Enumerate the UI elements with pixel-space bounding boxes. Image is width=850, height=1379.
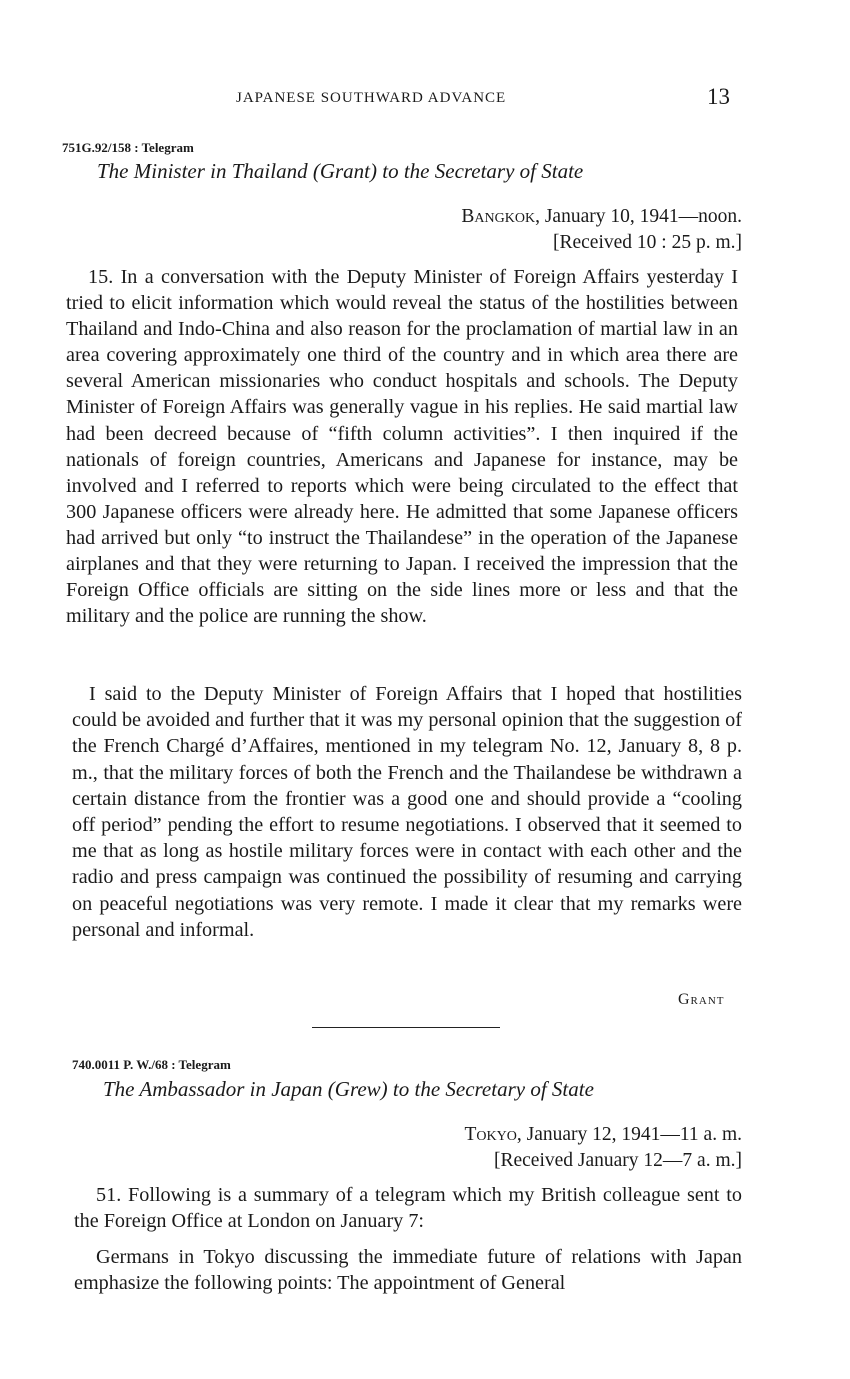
file-reference-2: 740.0011 P. W./68 : Telegram xyxy=(72,1057,231,1072)
paragraph-1-1: 15. In a conversation with the Deputy Minister of Foreign Affairs yesterday I tried to elicit information which would reveal the status of the hostilities between Thailand and Indo-China and also reason for the proclamation of martial law in an area covering approximately one third of the country and in which area there are several American missionaries who conduct hospitals and schools. The Deputy Minister of Foreign Affairs was generally vague in his replies. He said martial law had been decreed because of “fifth column activities”. I then inquired if the nationals of foreign countries, Americans and Japanese for instance, may be involved and I referred to reports which were being circulated to the effect that 300 Japanese officers were already here. He admitted that some Japanese officers had arrived but only “to instruct the Thailandese” in the operation of the Japanese airplanes and that they were returning to Japan. I received the impression that the Foreign Office officials are sitting on the side lines more or less and that the military and the police are running the show. xyxy=(66,266,738,628)
file-reference-1: 751G.92/158 : Telegram xyxy=(62,140,194,155)
paragraph-1-2: I said to the Deputy Minister of Foreign Affairs that I hoped that hostilities could be avoided and further that it was my personal opinion that the suggestion of the French Chargé d’Affaires, mentioned in my telegram No. 12, January 8, 8 p. m., that the military forces of both the French and the Thailandese be withdrawn a certain distance from the frontier was a good one and should provide a “cooling off period” pending the effort to resume negotiations. I observed that it seemed to me that as long as hostile military forces were in contact with each other and the radio and press campaign was continued the possibility of resuming and carrying on peaceful negotiations was very remote. I made it clear that my remarks were personal and informal. xyxy=(72,683,742,941)
dateline-1 xyxy=(461,206,742,228)
received-line-2: [Received January 12—7 a. m.] xyxy=(494,1150,742,1171)
running-title: JAPANESE SOUTHWARD ADVANCE xyxy=(236,90,507,106)
document-title-2: The Ambassador in Japan (Grew) to the Secretary of State xyxy=(103,1077,594,1101)
dateline-place-1: Bangkok, xyxy=(461,206,540,227)
received-line-1: [Received 10 : 25 p. m.] xyxy=(553,232,742,253)
dateline-place-2: Tokyo, xyxy=(464,1124,522,1145)
section-divider xyxy=(312,1027,500,1028)
signature-1: Grant xyxy=(678,991,725,1008)
page-number: 13 xyxy=(707,84,730,109)
dateline-2 xyxy=(465,1124,742,1146)
document-title-1: The Minister in Thailand (Grant) to the Secretary of State xyxy=(97,159,584,183)
paragraph-2-2: Germans in Tokyo discussing the immediate future of relations with Japan emphasize the following points: The appointment of General xyxy=(74,1246,742,1295)
dateline-date-2: January 12, 1941—11 a. m. xyxy=(526,1124,742,1145)
paragraph-2-1: 51. Following is a summary of a telegram which my British colleague sent to the Foreign Office at London on January 7: xyxy=(74,1184,742,1233)
dateline-date-1: January 10, 1941—noon. xyxy=(544,206,742,227)
